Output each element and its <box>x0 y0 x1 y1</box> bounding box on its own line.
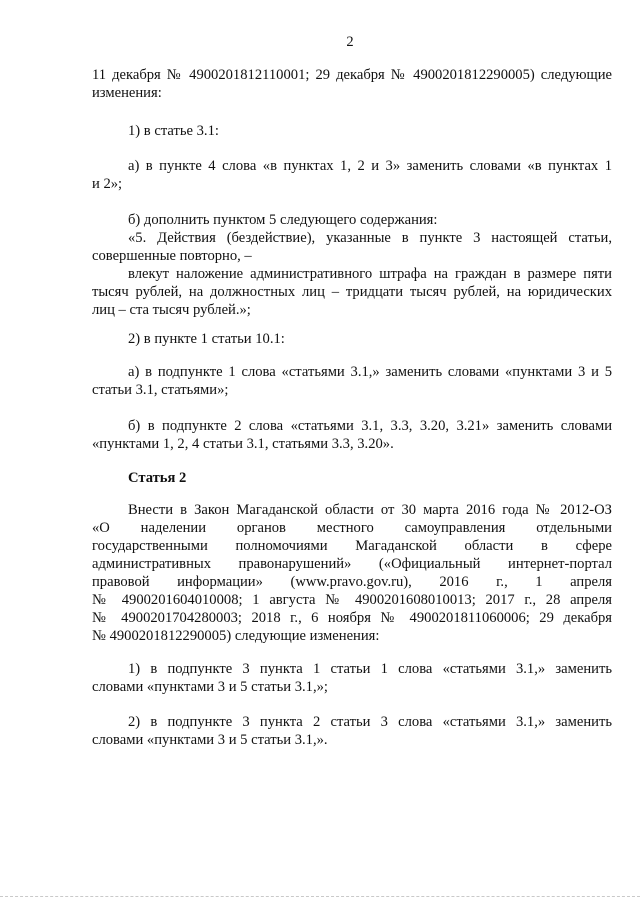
text-line: словами «пунктами 3 и 5 статьи 3.1,». <box>92 732 328 748</box>
text-line: лиц – ста тысяч рублей.»; <box>92 302 251 318</box>
text-line: № 4900201604010008; 1 августа № 4900201608010013; 2017 г., 28 апреля <box>92 592 612 608</box>
text-line: государственными полномочиями Магаданской области в сфере <box>92 538 612 554</box>
text-line: «5. Действия (бездействие), указанные в пункте 3 настоящей статьи, <box>128 230 612 246</box>
page-bottom-divider <box>0 896 640 897</box>
text-line: а) в подпункте 1 слова «статьями 3.1,» заменить словами «пунктами 3 и 5 <box>128 364 612 380</box>
text-line: «пунктами 1, 2, 4 статьи 3.1, статьями 3.3, 3.20». <box>92 436 394 452</box>
text-line: и 2»; <box>92 176 123 192</box>
text-line: Внести в Закон Магаданской области от 30 марта 2016 года № 2012-ОЗ <box>128 502 612 518</box>
text-line: «О наделении органов местного самоуправления отдельными <box>92 520 612 536</box>
text-line: совершенные повторно, – <box>92 248 252 264</box>
text-line: 1) в статье 3.1: <box>128 123 219 139</box>
text-line: 1) в подпункте 3 пункта 1 статьи 1 слова «статьями 3.1,» заменить <box>128 661 612 677</box>
text-line: 11 декабря № 4900201812110001; 29 декабря № 4900201812290005) следующие <box>92 67 612 83</box>
text-line: а) в пункте 4 слова «в пунктах 1, 2 и 3» заменить словами «в пунктах 1 <box>128 158 612 174</box>
text-line: 2) в подпункте 3 пункта 2 статьи 3 слова «статьями 3.1,» заменить <box>128 714 612 730</box>
text-line: № 4900201704280003; 2018 г., 6 ноября № 4900201811060006; 29 декабря <box>92 610 612 626</box>
article-heading: Статья 2 <box>128 470 187 486</box>
text-line: влекут наложение административного штрафа на граждан в размере пяти <box>128 266 612 282</box>
text-line: административных правонарушений» («Официальный интернет-портал <box>92 556 612 572</box>
text-line: изменения: <box>92 85 162 101</box>
text-line: б) в подпункте 2 слова «статьями 3.1, 3.3, 3.20, 3.21» заменить словами <box>128 418 612 434</box>
text-line: б) дополнить пунктом 5 следующего содержания: <box>128 212 438 228</box>
text-line: статьи 3.1, статьями»; <box>92 382 229 398</box>
text-line: № 4900201812290005) следующие изменения: <box>92 628 380 644</box>
text-line: тысяч рублей, на должностных лиц – тридцати тысяч рублей, на юридических <box>92 284 612 300</box>
text-line: словами «пунктами 3 и 5 статьи 3.1,»; <box>92 679 328 695</box>
text-line: 2) в пункте 1 статьи 10.1: <box>128 331 285 347</box>
text-line: правовой информации» (www.pravo.gov.ru), 2016 г., 1 апреля <box>92 574 612 590</box>
page-number: 2 <box>346 34 354 50</box>
